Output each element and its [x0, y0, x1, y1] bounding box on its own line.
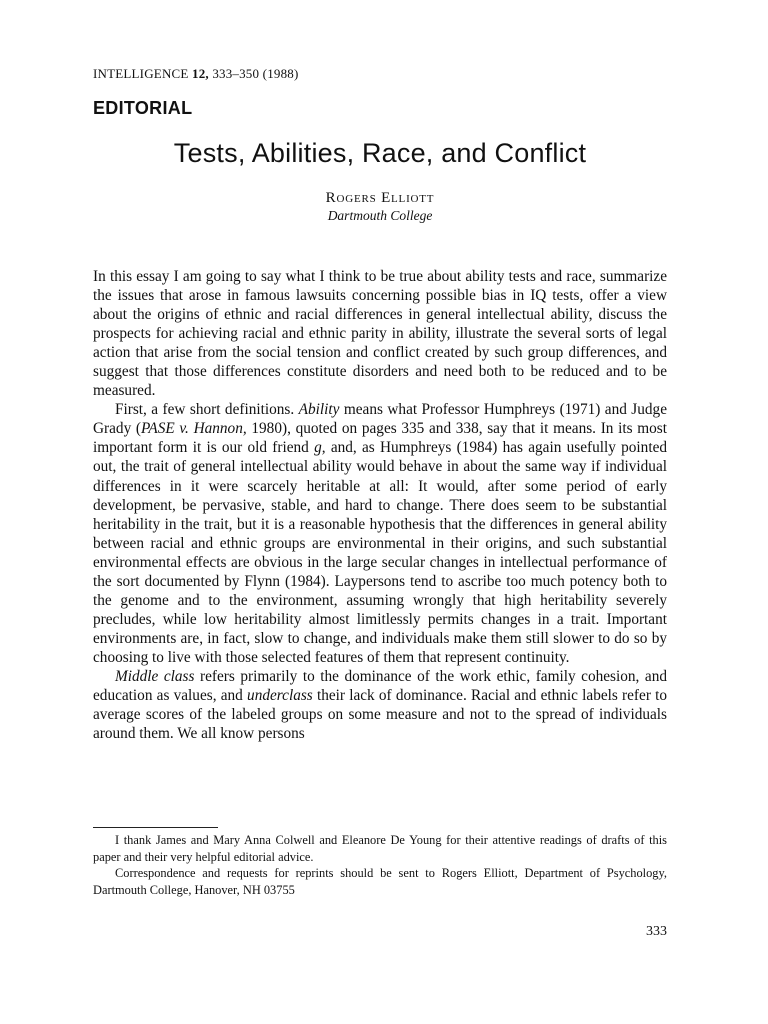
journal-citation: [93, 66, 299, 82]
footnote-acknowledgment: I thank James and Mary Anna Colwell and Eleanore De Young for their attentive readings of drafts of this paper and their very helpful editorial advice.: [93, 833, 667, 864]
journal-name: INTELLIGENCE: [93, 66, 189, 81]
paragraph-intro: In this essay I am going to say what I think to be true about ability tests and race, summarize the issues that arose in famous lawsuits concerning possible bias in IQ tests, offer a view about the origins of ethnic and racial differences in general intellectual ability, discuss the prospects for achieving racial and ethnic parity in ability, illustrate the several sorts of legal action that arise from the social tension and conflict created by such group differences, and suggest that those differences constitute disorders and need both to be reduced and to be measured.: [93, 268, 667, 400]
article-body: [93, 267, 667, 743]
section-label: EDITORIAL: [93, 98, 193, 118]
footnote-divider: [93, 827, 218, 828]
page-number: 333: [646, 924, 667, 939]
paragraph-definitions: First, a few short definitions. Ability means what Professor Humphreys (1971) and Judge Grady (PASE v. Hannon, 1980), quoted on pages 335 and 338, say that it means. In its most important form it is our old friend g, and, as Humphreys (1984) has again usefully pointed out, the trait of general intellectual ability would behave in about the same way if individual differences in it were scarcely heritable at all: It would, after some period of early development, be pervasive, stable, and hard to change. There does seem to be substantial heritability in the trait, but it is a reasonable hypothesis that the differences in general ability between racial and ethnic groups are environmental in their origins, and such substantial environmental effects are obvious in the large secular changes in intellectual performance of the sort documented by Flynn (1984). Laypersons tend to ascribe too much potency both to the genome and to the environment, assuming wrongly that high heritability severely precludes, while low heritability almost limitlessly permits changes in a trait. Important environments are, in fact, slow to change, and individuals make them still slower to do so by choosing to live with those selected features of them that represent continuity.: [93, 401, 668, 666]
footnotes: [93, 832, 667, 898]
journal-volume: 12,: [192, 66, 209, 81]
journal-pages-year: 333–350 (1988): [212, 66, 299, 81]
author-name: Rogers Elliott: [325, 190, 435, 206]
paragraph-class: Middle class refers primarily to the dominance of the work ethic, family cohesion, and education as values, and underclass their lack of dominance. Racial and ethnic labels refer to average scores of the labeled groups on some measure and not to the spread of individuals around them. We all know persons: [93, 667, 668, 743]
author-affiliation: Dartmouth College: [327, 208, 433, 223]
article-title: Tests, Abilities, Race, and Conflict: [173, 138, 587, 168]
footnote-correspondence: Correspondence and requests for reprints should be sent to Rogers Elliott, Department of Psychology, Dartmouth College, Hanover, NH 03755: [93, 866, 667, 897]
